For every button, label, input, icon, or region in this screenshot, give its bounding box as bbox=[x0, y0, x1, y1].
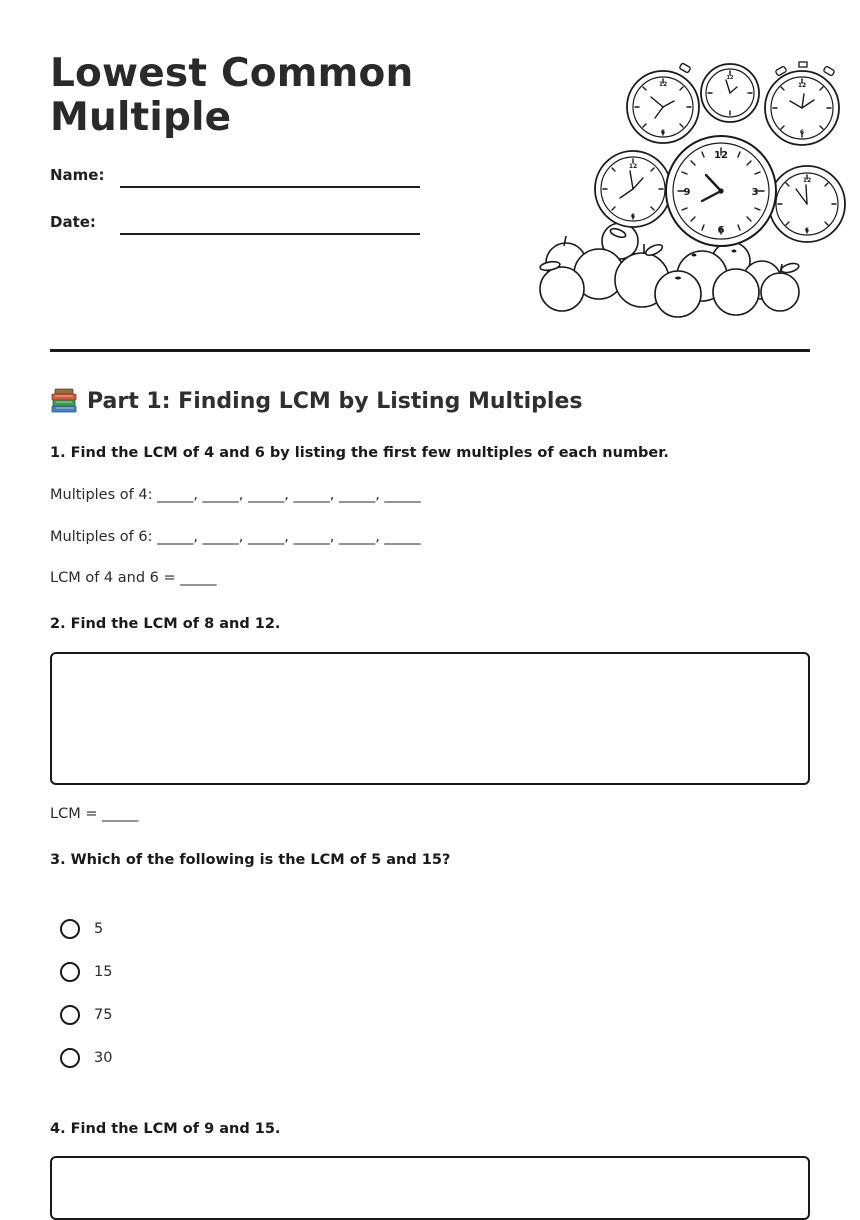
date-label: Date: bbox=[50, 213, 96, 231]
option-label: 15 bbox=[94, 964, 113, 980]
question-2-work-box[interactable] bbox=[50, 652, 810, 785]
radio-button[interactable] bbox=[60, 919, 80, 939]
section-heading bbox=[50, 388, 582, 414]
question-1-lcm-answer[interactable]: LCM of 4 and 6 = _____ bbox=[50, 570, 217, 586]
radio-button[interactable] bbox=[60, 1005, 80, 1025]
question-3-option[interactable] bbox=[60, 919, 103, 939]
question-2-prompt: 2. Find the LCM of 8 and 12. bbox=[50, 616, 281, 632]
books-icon bbox=[50, 388, 78, 414]
name-label: Name: bbox=[50, 166, 105, 184]
svg-text:6: 6 bbox=[717, 225, 725, 236]
question-4-work-box[interactable] bbox=[50, 1156, 810, 1220]
page-title: Lowest Common Multiple bbox=[50, 51, 414, 140]
question-3-option[interactable] bbox=[60, 1048, 112, 1068]
svg-text:12: 12 bbox=[658, 81, 668, 88]
worksheet-page bbox=[50, 0, 810, 1161]
svg-text:6: 6 bbox=[804, 227, 810, 234]
svg-text:6: 6 bbox=[630, 213, 636, 220]
name-field[interactable] bbox=[120, 186, 420, 188]
question-3-prompt: 3. Which of the following is the LCM of 5 and 15? bbox=[50, 852, 451, 868]
radio-button[interactable] bbox=[60, 1048, 80, 1068]
svg-text:12: 12 bbox=[802, 177, 812, 184]
date-field[interactable] bbox=[120, 233, 420, 235]
question-1-prompt: 1. Find the LCM of 4 and 6 by listing the first few multiples of each number. bbox=[50, 445, 669, 461]
option-label: 30 bbox=[94, 1050, 113, 1066]
question-3-option[interactable] bbox=[60, 1005, 112, 1025]
svg-text:12: 12 bbox=[726, 75, 734, 81]
radio-button[interactable] bbox=[60, 962, 80, 982]
svg-text:12: 12 bbox=[714, 150, 728, 161]
option-label: 5 bbox=[94, 921, 104, 937]
question-2-lcm-answer[interactable]: LCM = _____ bbox=[50, 806, 139, 822]
question-1-multiples-of-6[interactable]: Multiples of 6: _____, _____, _____, _____, _____, _____ bbox=[50, 529, 421, 545]
svg-text:3: 3 bbox=[751, 187, 759, 198]
svg-text:12: 12 bbox=[628, 163, 638, 170]
svg-text:12: 12 bbox=[797, 82, 807, 89]
svg-text:9: 9 bbox=[683, 187, 691, 198]
option-label: 75 bbox=[94, 1007, 113, 1023]
section-title-text: Part 1: Finding LCM by Listing Multiples bbox=[87, 388, 583, 414]
question-1-multiples-of-4[interactable]: Multiples of 4: _____, _____, _____, _____, _____, _____ bbox=[50, 487, 421, 503]
header-divider bbox=[50, 349, 810, 352]
svg-text:6: 6 bbox=[799, 129, 805, 136]
svg-text:6: 6 bbox=[660, 129, 666, 136]
question-4-prompt: 4. Find the LCM of 9 and 15. bbox=[50, 1121, 281, 1137]
question-3-option[interactable] bbox=[60, 962, 112, 982]
clocks-and-apples-illustration bbox=[534, 58, 812, 320]
